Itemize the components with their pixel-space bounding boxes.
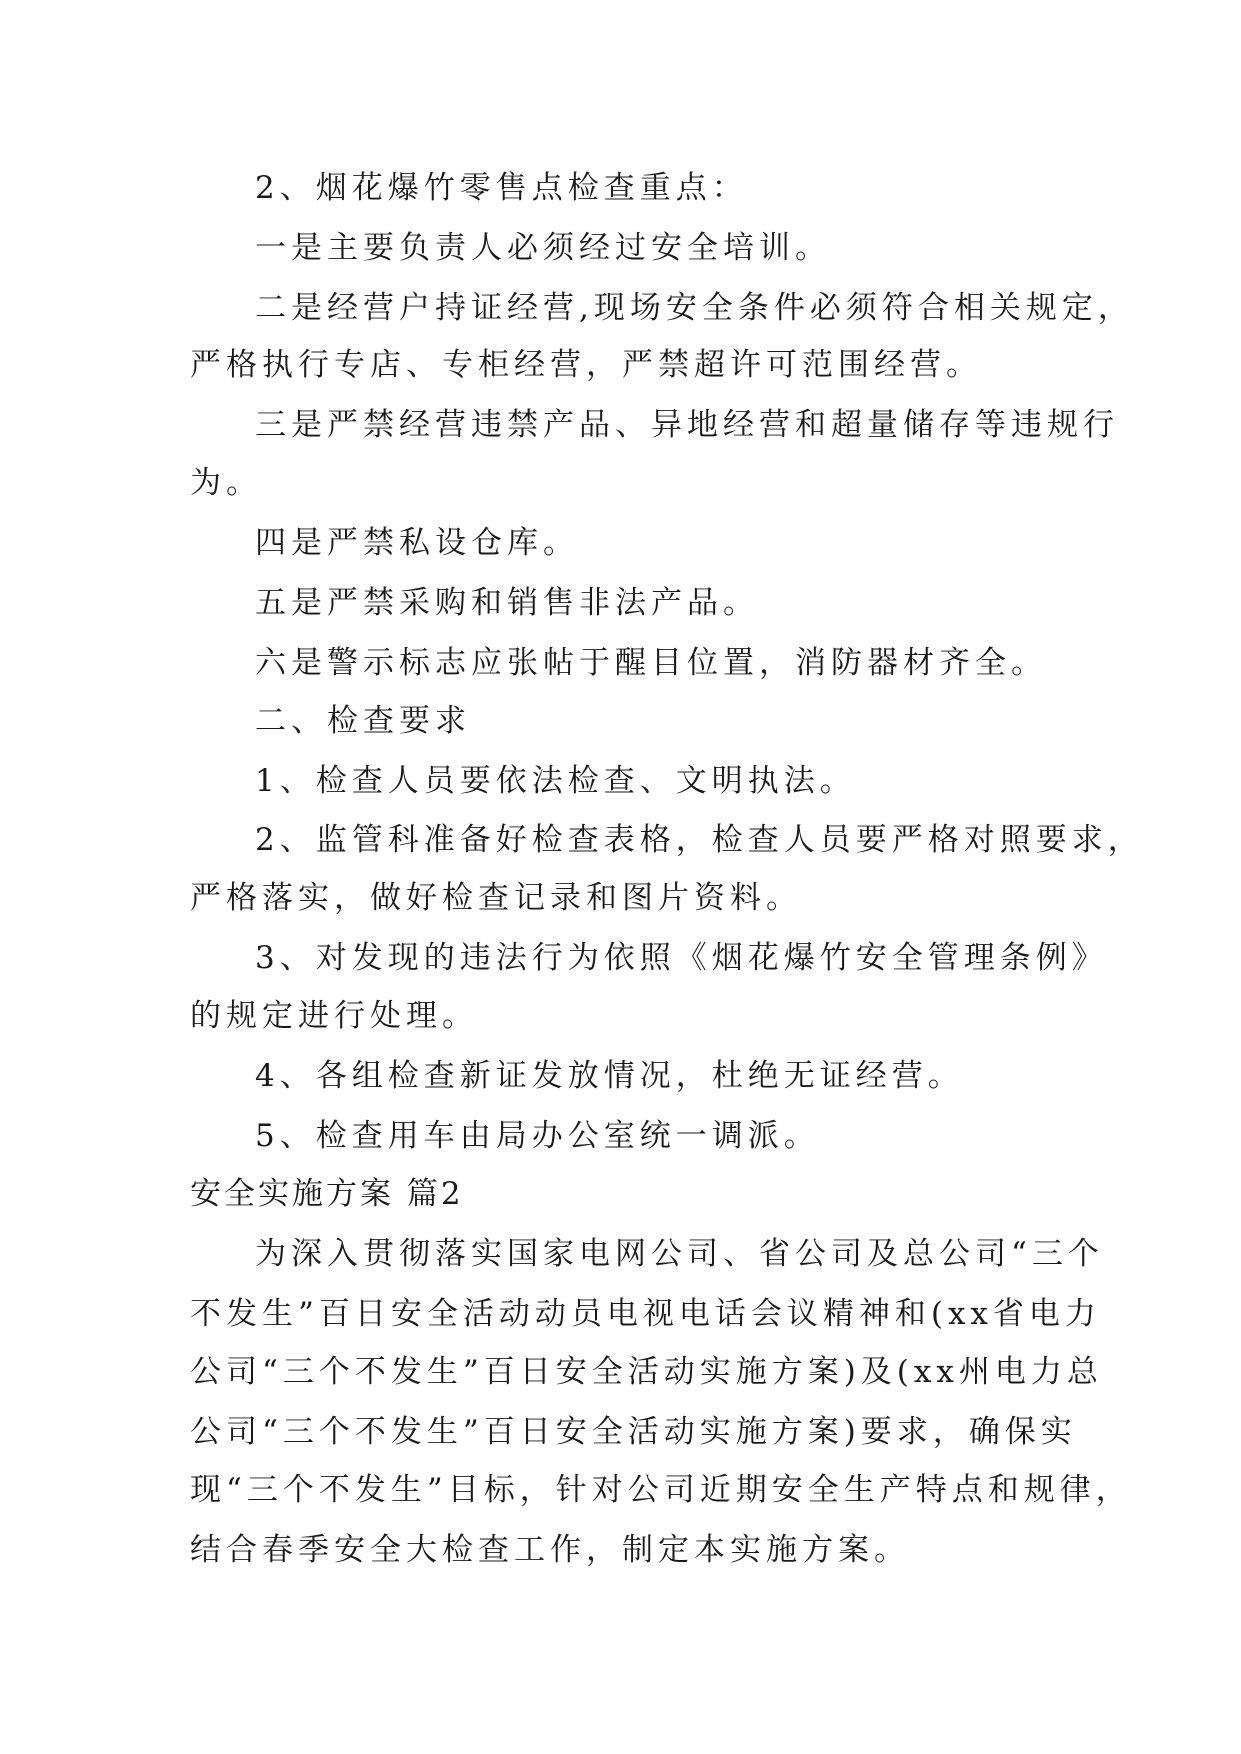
paragraph-line: 为。 — [190, 465, 262, 501]
paragraph-line: 四是严禁私设仓库。 — [255, 525, 579, 561]
paragraph-line: 结合春季安全大检查工作，制定本实施方案。 — [190, 1532, 910, 1568]
section-title: 安全实施方案 篇2 — [190, 1176, 464, 1212]
paragraph-line: 4、各组检查新证发放情况，杜绝无证经营。 — [255, 1058, 964, 1094]
paragraph-line: 公司“三个不发生”百日安全活动实施方案)要求，确保实 — [190, 1414, 1077, 1450]
section-heading: 二、检查要求 — [255, 703, 471, 739]
paragraph-line: 三是严禁经营违禁产品、异地经营和超量储存等违规行 — [255, 407, 1119, 443]
paragraph-line: 二是经营户持证经营,现场安全条件必须符合相关规定， — [255, 290, 1134, 326]
paragraph-line: 一是主要负责人必须经过安全培训。 — [255, 230, 831, 266]
paragraph-line: 六是警示标志应张帖于醒目位置，消防器材齐全。 — [255, 645, 1047, 681]
paragraph-line: 3、对发现的违法行为依照《烟花爆竹安全管理条例》 — [255, 940, 1108, 976]
paragraph-line: 为深入贯彻落实国家电网公司、省公司及总公司“三个 — [255, 1236, 1104, 1272]
paragraph-line: 不发生”百日安全活动动员电视电话会议精神和(xx省电力 — [190, 1296, 1101, 1332]
paragraph-line: 5、检查用车由局办公室统一调派。 — [255, 1118, 820, 1154]
paragraph-line: 2、烟花爆竹零售点检查重点： — [255, 170, 748, 206]
paragraph-line: 2、监管科准备好检查表格，检查人员要严格对照要求， — [255, 822, 1144, 858]
paragraph-line: 公司“三个不发生”百日安全活动实施方案)及(xx州电力总 — [190, 1354, 1103, 1390]
paragraph-line: 现“三个不发生”目标，针对公司近期安全生产特点和规律， — [190, 1472, 1132, 1508]
paragraph-line: 1、检查人员要依法检查、文明执法。 — [255, 763, 856, 799]
paragraph-line: 严格执行专店、专柜经营，严禁超许可范围经营。 — [190, 347, 982, 383]
paragraph-line: 的规定进行处理。 — [190, 998, 478, 1034]
paragraph-line: 五是严禁采购和销售非法产品。 — [255, 585, 759, 621]
paragraph-line: 严格落实，做好检查记录和图片资料。 — [190, 880, 802, 916]
